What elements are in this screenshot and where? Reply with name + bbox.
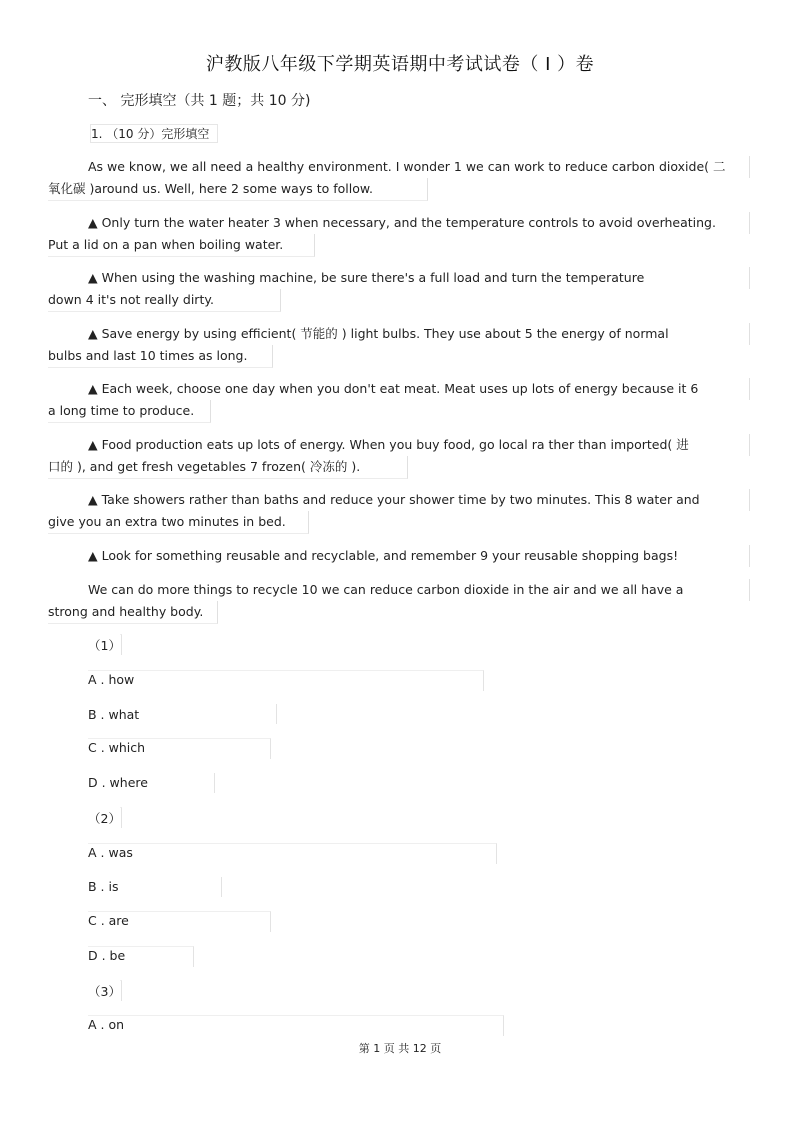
paragraph-line: Put a lid on a pan when boiling water. <box>48 234 315 257</box>
page-footer: 第 1 页 共 12 页 <box>358 1042 442 1055</box>
paragraph-line: 口的 ), and get fresh vegetables 7 frozen( 冷冻的 ). <box>48 456 408 479</box>
option-b[interactable]: B . what <box>88 707 140 722</box>
option-d[interactable]: D . where <box>88 775 148 790</box>
paragraph-line: bulbs and last 10 times as long. <box>48 345 273 368</box>
paragraph-line: 氧化碳 )around us. Well, here 2 some ways to follow. <box>48 178 428 201</box>
paragraph-line: We can do more things to recycle 10 we can reduce carbon dioxide in the air and we all have a <box>48 579 750 601</box>
paragraph-line: ▲ Save energy by using efficient( 节能的 ) light bulbs. They use about 5 the energy of normal <box>48 323 750 345</box>
paragraph-line: ▲ When using the washing machine, be sure there's a full load and turn the temperature <box>48 267 750 289</box>
option-c[interactable]: C . are <box>88 913 129 928</box>
option-box <box>88 1015 504 1036</box>
option-box <box>88 704 277 724</box>
passage-paragraph <box>48 545 750 567</box>
paragraph-line: ▲ Only turn the water heater 3 when necessary, and the temperature controls to avoid overheating. <box>48 212 750 234</box>
option-a[interactable]: A . on <box>88 1017 125 1032</box>
option-a[interactable]: A . how <box>88 672 135 687</box>
option-b[interactable]: B . is <box>88 879 119 894</box>
paragraph-line: a long time to produce. <box>48 400 211 423</box>
paragraph-line: give you an extra two minutes in bed. <box>48 511 309 534</box>
passage-paragraph <box>48 156 750 201</box>
subquestion-number: （3） <box>88 984 121 999</box>
subquestion-number: （2） <box>88 811 121 826</box>
option-box <box>120 634 122 655</box>
paragraph-line: ▲ Each week, choose one day when you don't eat meat. Meat uses up lots of energy because it 6 <box>48 378 750 400</box>
section-heading: 一、 完形填空（共 1 题；共 10 分) <box>88 93 311 109</box>
passage-paragraph <box>48 212 750 257</box>
document-title: 沪教版八年级下学期英语期中考试试卷（ I ）卷 <box>205 54 595 75</box>
paragraph-line: strong and healthy body. <box>48 601 218 624</box>
option-box <box>88 670 484 691</box>
option-box <box>88 946 194 967</box>
passage-paragraph <box>48 323 750 368</box>
option-box <box>120 807 122 828</box>
passage-paragraph <box>48 267 750 312</box>
option-c[interactable]: C . which <box>88 740 146 755</box>
paragraph-line: As we know, we all need a healthy environment. I wonder 1 we can work to reduce carbon dioxide( 二 <box>48 156 750 178</box>
paragraph-line: down 4 it's not really dirty. <box>48 289 281 312</box>
paragraph-line: ▲ Food production eats up lots of energy. When you buy food, go local ra ther than imported( 进 <box>48 434 750 456</box>
option-box <box>120 980 122 1001</box>
paragraph-line: ▲ Look for something reusable and recyclable, and remember 9 your reusable shopping bags! <box>48 545 750 567</box>
option-a[interactable]: A . was <box>88 845 133 860</box>
passage-paragraph <box>48 489 750 534</box>
option-box <box>88 773 215 793</box>
option-box <box>88 877 222 897</box>
subquestion-number: （1） <box>88 638 121 653</box>
passage-paragraph <box>48 378 750 423</box>
paragraph-line: ▲ Take showers rather than baths and reduce your shower time by two minutes. This 8 water and <box>48 489 750 511</box>
question-heading: 1. （10 分）完形填空 <box>90 124 218 143</box>
option-box <box>88 911 271 932</box>
passage-paragraph <box>48 579 750 624</box>
option-box <box>88 738 271 759</box>
option-d[interactable]: D . be <box>88 948 126 963</box>
option-box <box>88 843 497 864</box>
passage-paragraph <box>48 434 750 479</box>
